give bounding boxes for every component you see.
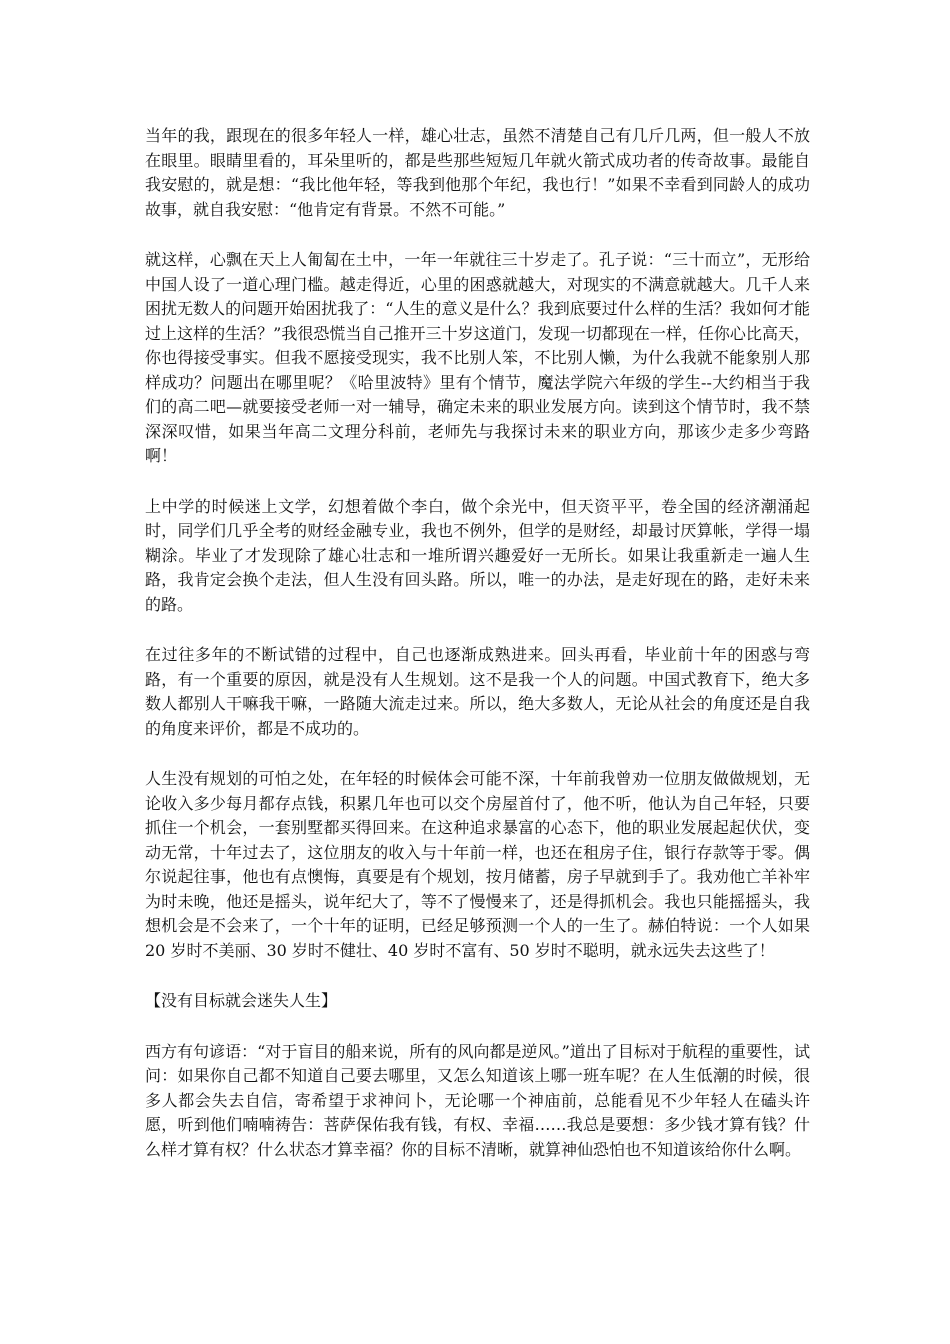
paragraph-thirty: 就这样，心飘在天上人匍匐在土中，一年一年就往三十岁走了。孔子说：“三十而立”，无形给中国人设了一道心理门槛。越走得近，心里的困惑就越大，对现实的不满意就越大。几千人来困扰无数人的问题开始困扰我了：“人生的意义是什么？我到底要过什么样的生活？我如何才能过上这样的生活？”我很恐慌当自己推开三十岁这道门，发现一切都现在一样，任你心比高天，你也得接受事实。但我不愿接受现实，我不比别人笨，不比别人懒，为什么我就不能象别人那样成功？问题出在哪里呢？《哈里波特》里有个情节，魔法学院六年级的学生--大约相当于我们的高二吧—就要接受老师一对一辅导，确定未来的职业发展方向。读到这个情节时，我不禁深深叹惜，如果当年高二文理分科前，老师先与我探讨未来的职业方向，那该少走多少弯路啊！ <box>145 250 810 465</box>
paragraph-no-plan: 人生没有规划的可怕之处，在年轻的时候体会可能不深，十年前我曾劝一位朋友做做规划，无论收入多少每月都存点钱，积累几年也可以交个房屋首付了，他不听，他认为自己年轻，只要抓住一个机会，一套别墅都买得回来。在这种追求暴富的心态下，他的职业发展起起伏伏，变动无常，十年过去了，这位朋友的收入与十年前一样，也还在租房子住，银行存款等于零。偶尔说起往事，他也有点懊悔，真要是有个规划，按月储蓄，房子早就到手了。我劝他亡羊补牢为时未晚，他还是摇头，说年纪大了，等不了慢慢来了，还是得抓机会。我也只能摇摇头，我想机会是不会来了，一个十年的证明，已经足够预测一个人的一生了。赫伯特说：一个人如果 20 岁时不美丽、30 岁时不健壮、40 岁时不富有、50 岁时不聪明，就永远失去这些了！ <box>145 769 810 960</box>
paragraph-goal: 西方有句谚语：“对于盲目的船来说，所有的风向都是逆风。”道出了目标对于航程的重要性，试问：如果你自己都不知道自己要去哪里，又怎么知道该上哪一班车呢？在人生低潮的时候，很多人都会失去自信，寄希望于求神问卜，无论哪一个神庙前，总能看见不少年轻人在磕头许愿，听到他们喃喃祷告：菩萨保佑我有钱，有权、幸福……我总是要想：多少钱才算有钱？什么样才算有权？什么状态才算幸福？你的目标不清晰，就算神仙恐怕也不知道该给你什么啊。 <box>145 1041 810 1159</box>
paragraph-school: 上中学的时候迷上文学，幻想着做个李白，做个余光中，但天资平平，卷全国的经济潮涌起时，同学们几乎全考的财经金融专业，我也不例外，但学的是财经，却最讨厌算帐，学得一塌糊涂。毕业了才发现除了雄心壮志和一堆所谓兴趣爱好一无所长。如果让我重新走一遍人生路，我肯定会换个走法，但人生没有回头路。所以，唯一的办法，是走好现在的路，走好未来的路。 <box>145 496 810 614</box>
paragraph-trial-error: 在过往多年的不断试错的过程中，自己也逐渐成熟进来。回头再看，毕业前十年的困惑与弯路，有一个重要的原因，就是没有人生规划。这不是我一个人的问题。中国式教育下，绝大多数人都别人干嘛我干嘛，一路随大流走过来。所以，绝大多数人，无论从社会的角度还是自我的角度来评价，都是不成功的。 <box>145 645 810 738</box>
paragraph-ambition: 当年的我，跟现在的很多年轻人一样，雄心壮志，虽然不清楚自己有几斤几两，但一般人不放在眼里。眼睛里看的，耳朵里听的，都是些那些短短几年就火箭式成功者的传奇故事。最能自我安慰的，就是想：“我比他年轻，等我到他那个年纪，我也行！”如果不幸看到同龄人的成功故事，就自我安慰：“他肯定有背景。不然不可能。” <box>145 126 810 219</box>
section-heading: 【没有目标就会迷失人生】 <box>145 991 338 1010</box>
document-body <box>145 124 810 1188</box>
